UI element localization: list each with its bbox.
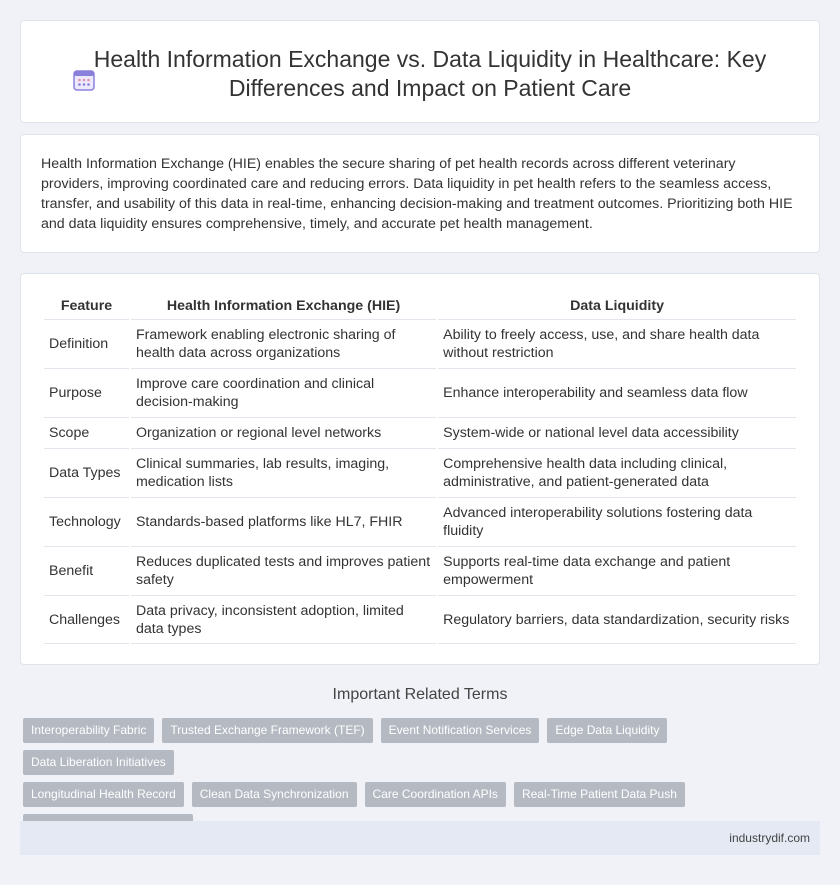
row-data-liquidity: Regulatory barriers, data standardization, security risks	[438, 595, 796, 644]
related-terms-heading: Important Related Terms	[332, 686, 508, 703]
row-hie: Organization or regional level networks	[131, 417, 436, 448]
header-data-liquidity: Data Liquidity	[570, 298, 664, 314]
intro-paragraph: Health Information Exchange (HIE) enables the secure sharing of pet health records across different veterinary providers, improving coordinated care and reducing errors. Data liquidity in pet health refers to the seamless access, transfer, and usability of this data in real-time, enhancing decision-making and treatment outcomes. Prioritizing both HIE and data liquidity ensures comprehensive, timely, and accurate pet health management.	[41, 156, 793, 232]
row-hie: Data privacy, inconsistent adoption, limited data types	[131, 595, 436, 644]
row-hie: Clinical summaries, lab results, imaging, medication lists	[131, 448, 436, 497]
related-term-tag[interactable]: Event Notification Services	[381, 718, 540, 743]
title-card	[20, 20, 820, 123]
row-hie: Framework enabling electronic sharing of health data across organizations	[131, 319, 436, 368]
related-term-tag[interactable]: Care Coordination APIs	[365, 782, 506, 807]
row-hie: Improve care coordination and clinical decision-making	[131, 368, 436, 417]
row-feature: Purpose	[44, 368, 129, 417]
row-data-liquidity: Supports real-time data exchange and patient empowerment	[438, 546, 796, 595]
related-term-tag[interactable]: Clean Data Synchronization	[192, 782, 357, 807]
row-hie: Standards-based platforms like HL7, FHIR	[131, 497, 436, 546]
table-row	[44, 497, 796, 546]
related-term-tag[interactable]: Real-Time Patient Data Push	[514, 782, 685, 807]
row-feature: Technology	[44, 497, 129, 546]
related-term-tag[interactable]: Data Liberation Initiatives	[23, 750, 174, 775]
row-feature: Scope	[44, 417, 129, 448]
intro-card	[20, 134, 820, 253]
row-data-liquidity: Ability to freely access, use, and share health data without restriction	[438, 319, 796, 368]
row-hie: Reduces duplicated tests and improves patient safety	[131, 546, 436, 595]
related-term-tag[interactable]: Interoperability Fabric	[23, 718, 154, 743]
footer	[20, 821, 820, 855]
header-hie: Health Information Exchange (HIE)	[166, 298, 401, 314]
row-feature: Data Types	[44, 448, 129, 497]
row-data-liquidity: System-wide or national level data accessibility	[438, 417, 796, 448]
related-term-tag[interactable]: Edge Data Liquidity	[547, 718, 667, 743]
table-row	[44, 448, 796, 497]
comparison-card	[20, 273, 820, 665]
comparison-table	[42, 295, 798, 644]
table-row	[44, 319, 796, 368]
row-data-liquidity: Advanced interoperability solutions fostering data fluidity	[438, 497, 796, 546]
related-term-tag[interactable]: Trusted Exchange Framework (TEF)	[162, 718, 372, 743]
footer-source[interactable]: industrydif.com	[729, 831, 810, 845]
table-row	[44, 595, 796, 644]
row-data-liquidity: Enhance interoperability and seamless data flow	[438, 368, 796, 417]
row-feature: Definition	[44, 319, 129, 368]
table-row	[44, 417, 796, 448]
row-data-liquidity: Comprehensive health data including clinical, administrative, and patient-generated data	[438, 448, 796, 497]
table-row	[44, 368, 796, 417]
page-title: Health Information Exchange vs. Data Liquidity in Healthcare: Key Differences and Impact on Patient Care	[93, 46, 767, 101]
related-term-tag[interactable]: Longitudinal Health Record	[23, 782, 184, 807]
header-feature: Feature	[60, 298, 113, 314]
table-header-row	[44, 295, 796, 319]
table-row	[44, 546, 796, 595]
row-feature: Challenges	[44, 595, 129, 644]
row-feature: Benefit	[44, 546, 129, 595]
